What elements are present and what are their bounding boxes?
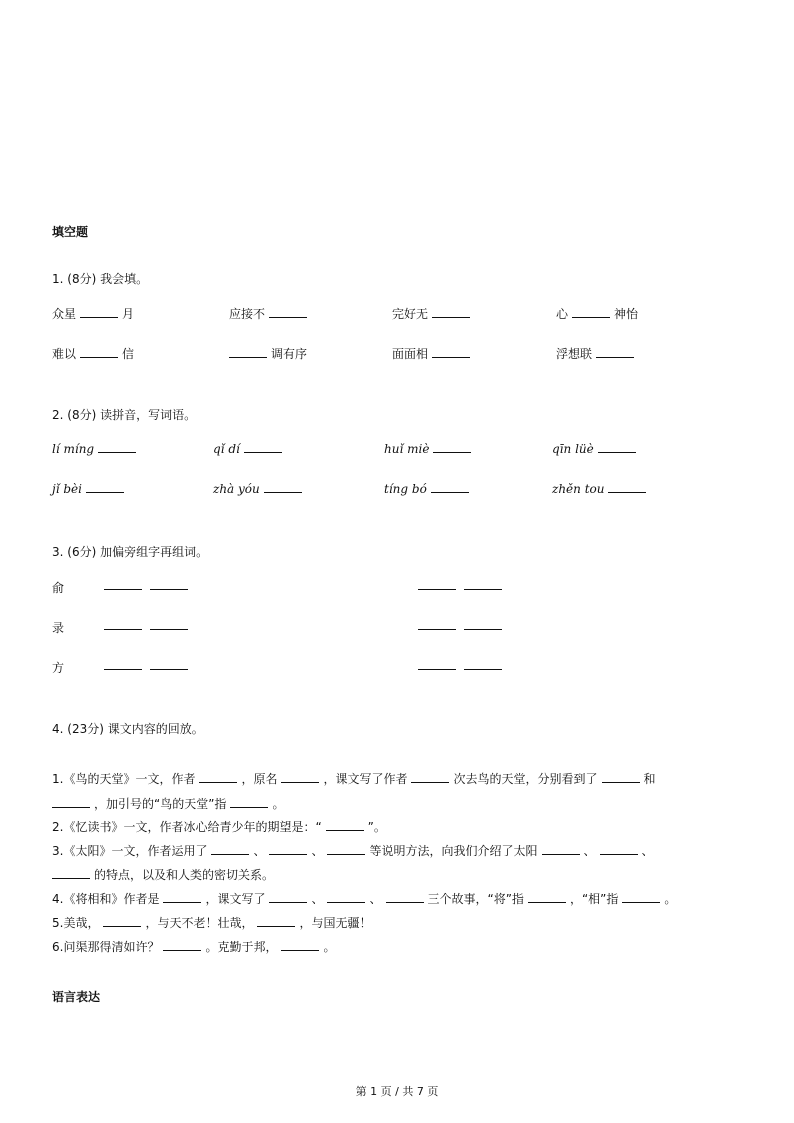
answer-blank[interactable] bbox=[418, 659, 456, 670]
answer-blank[interactable] bbox=[327, 844, 365, 855]
answer-blank[interactable] bbox=[86, 482, 124, 493]
q1-item-8 bbox=[556, 345, 638, 362]
pinyin-text: qǐ dí bbox=[213, 442, 240, 456]
q1-item-1 bbox=[52, 305, 134, 322]
q1-item-text: 难以 bbox=[52, 347, 77, 361]
q1-item-5 bbox=[52, 345, 134, 362]
answer-blank[interactable] bbox=[199, 772, 237, 783]
answer-blank[interactable] bbox=[264, 482, 302, 493]
answer-blank[interactable] bbox=[150, 579, 188, 590]
q4-text: 和 bbox=[643, 772, 656, 786]
answer-blank[interactable] bbox=[608, 482, 646, 493]
answer-blank[interactable] bbox=[52, 868, 90, 879]
q4-text: 。 bbox=[664, 892, 677, 906]
q2-item-2 bbox=[213, 442, 286, 456]
question-3-title: 3. (6分) 加偏旁组字再组词。 bbox=[52, 545, 209, 559]
q1-item-text: 月 bbox=[122, 307, 135, 321]
q4-text: ，“相”指 bbox=[569, 892, 619, 906]
answer-blank[interactable] bbox=[542, 844, 580, 855]
q1-item-3 bbox=[392, 305, 474, 322]
q1-item-text: 应接不 bbox=[229, 307, 266, 321]
q4-text: ，课文写了作者 bbox=[323, 772, 408, 786]
q4-text: ，加引号的“鸟的天堂”指 bbox=[94, 797, 227, 811]
answer-blank[interactable] bbox=[418, 619, 456, 630]
answer-blank[interactable] bbox=[229, 347, 267, 358]
answer-blank[interactable] bbox=[80, 347, 118, 358]
q4-text: 5.美哉， bbox=[52, 916, 100, 930]
answer-blank[interactable] bbox=[432, 347, 470, 358]
q3-char-3: 方 bbox=[52, 661, 65, 675]
q4-line-7 bbox=[52, 914, 371, 931]
answer-blank[interactable] bbox=[326, 820, 364, 831]
q4-text: ，课文写了 bbox=[205, 892, 266, 906]
answer-blank[interactable] bbox=[464, 619, 502, 630]
q1-item-text: 众星 bbox=[52, 307, 77, 321]
answer-blank[interactable] bbox=[104, 579, 142, 590]
q3-blanks-right-1 bbox=[414, 579, 506, 593]
answer-blank[interactable] bbox=[433, 442, 471, 453]
page-footer: 第 1 页 / 共 7 页 bbox=[355, 1085, 439, 1098]
answer-blank[interactable] bbox=[104, 619, 142, 630]
answer-blank[interactable] bbox=[269, 844, 307, 855]
q4-line-5 bbox=[52, 866, 274, 883]
q4-text: 次去鸟的天堂，分别看到了 bbox=[453, 772, 598, 786]
q4-text: 。 bbox=[272, 797, 285, 811]
q3-blanks-left-2 bbox=[100, 619, 192, 633]
answer-blank[interactable] bbox=[98, 442, 136, 453]
q4-text: ”。 bbox=[367, 820, 386, 834]
q4-line-1 bbox=[52, 770, 656, 787]
question-1-title: 1. (8分) 我会填。 bbox=[52, 272, 149, 286]
q1-item-text: 心 bbox=[556, 307, 569, 321]
q3-blanks-right-3 bbox=[414, 659, 506, 673]
pinyin-text: qīn lüè bbox=[552, 442, 594, 456]
answer-blank[interactable] bbox=[269, 892, 307, 903]
q3-char-2: 录 bbox=[52, 621, 65, 635]
section-title-fill-blank: 填空题 bbox=[52, 225, 89, 239]
answer-blank[interactable] bbox=[281, 940, 319, 951]
pinyin-text: jǐ bèi bbox=[52, 482, 82, 496]
q4-text: 的特点，以及和人类的密切关系。 bbox=[94, 868, 275, 882]
q4-text: 。 bbox=[323, 940, 336, 954]
pinyin-text: lí míng bbox=[52, 442, 95, 456]
q4-text: 、 bbox=[311, 892, 324, 906]
q4-text: 4.《将相和》作者是 bbox=[52, 892, 160, 906]
answer-blank[interactable] bbox=[572, 307, 610, 318]
answer-blank[interactable] bbox=[244, 442, 282, 453]
q3-blanks-left-1 bbox=[100, 579, 192, 593]
section-title-language-expression: 语言表达 bbox=[52, 990, 101, 1004]
answer-blank[interactable] bbox=[418, 579, 456, 590]
q1-item-6 bbox=[225, 345, 307, 362]
q4-text: 3.《太阳》一文，作者运用了 bbox=[52, 844, 208, 858]
q2-item-1 bbox=[52, 442, 140, 456]
q4-text: 、 bbox=[311, 844, 324, 858]
q2-item-4 bbox=[552, 442, 640, 456]
q4-text: 、 bbox=[641, 844, 654, 858]
answer-blank[interactable] bbox=[432, 307, 470, 318]
answer-blank[interactable] bbox=[230, 797, 268, 808]
q2-item-8 bbox=[552, 482, 650, 496]
pinyin-text: tíng bó bbox=[384, 482, 427, 496]
answer-blank[interactable] bbox=[464, 579, 502, 590]
q2-item-5 bbox=[52, 482, 128, 496]
q4-text: 6.问渠那得清如许？ bbox=[52, 940, 160, 954]
q1-item-2 bbox=[229, 305, 311, 322]
answer-blank[interactable] bbox=[257, 916, 295, 927]
answer-blank[interactable] bbox=[281, 772, 319, 783]
q4-line-8 bbox=[52, 938, 335, 955]
answer-blank[interactable] bbox=[464, 659, 502, 670]
q4-text: 等说明方法，向我们介绍了太阳 bbox=[369, 844, 538, 858]
question-2-title: 2. (8分) 读拼音，写词语。 bbox=[52, 408, 197, 422]
answer-blank[interactable] bbox=[411, 772, 449, 783]
q1-item-text: 信 bbox=[122, 347, 135, 361]
q4-line-4 bbox=[52, 842, 654, 859]
answer-blank[interactable] bbox=[431, 482, 469, 493]
q2-item-6 bbox=[213, 482, 306, 496]
q4-text: ，与国无疆！ bbox=[299, 916, 372, 930]
q4-text: 三个故事，“将”指 bbox=[427, 892, 524, 906]
answer-blank[interactable] bbox=[269, 307, 307, 318]
question-4-title: 4. (23分) 课文内容的回放。 bbox=[52, 722, 204, 736]
q4-line-3 bbox=[52, 818, 386, 835]
q1-item-7 bbox=[392, 345, 474, 362]
answer-blank[interactable] bbox=[52, 797, 90, 808]
answer-blank[interactable] bbox=[150, 659, 188, 670]
q1-item-text: 神怡 bbox=[614, 307, 639, 321]
answer-blank[interactable] bbox=[327, 892, 365, 903]
q4-line-6 bbox=[52, 890, 676, 907]
q1-item-text: 面面相 bbox=[392, 347, 429, 361]
answer-blank[interactable] bbox=[386, 892, 424, 903]
answer-blank[interactable] bbox=[80, 307, 118, 318]
answer-blank[interactable] bbox=[103, 916, 141, 927]
answer-blank[interactable] bbox=[602, 772, 640, 783]
answer-blank[interactable] bbox=[622, 892, 660, 903]
q4-text: 2.《忆读书》一文，作者冰心给青少年的期望是：“ bbox=[52, 820, 322, 834]
q1-item-text: 浮想联 bbox=[556, 347, 593, 361]
q3-char-1: 俞 bbox=[52, 581, 65, 595]
q4-text: 、 bbox=[369, 892, 382, 906]
pinyin-text: huǐ miè bbox=[384, 442, 430, 456]
q1-item-text: 完好无 bbox=[392, 307, 429, 321]
answer-blank[interactable] bbox=[211, 844, 249, 855]
pinyin-text: zhà yóu bbox=[213, 482, 260, 496]
answer-blank[interactable] bbox=[598, 442, 636, 453]
q4-text: 、 bbox=[583, 844, 596, 858]
answer-blank[interactable] bbox=[150, 619, 188, 630]
answer-blank[interactable] bbox=[163, 940, 201, 951]
answer-blank[interactable] bbox=[104, 659, 142, 670]
q4-text: ，原名 bbox=[241, 772, 278, 786]
pinyin-text: zhěn tou bbox=[552, 482, 605, 496]
q4-line-2 bbox=[52, 795, 284, 812]
q1-item-4 bbox=[556, 305, 638, 322]
q4-text: 1.《鸟的天堂》一文，作者 bbox=[52, 772, 196, 786]
q1-item-text: 调有序 bbox=[271, 347, 308, 361]
answer-blank[interactable] bbox=[528, 892, 566, 903]
q2-item-7 bbox=[384, 482, 473, 496]
q2-item-3 bbox=[384, 442, 475, 456]
answer-blank[interactable] bbox=[600, 844, 638, 855]
q4-text: ，与天不老！壮哉， bbox=[145, 916, 254, 930]
q3-blanks-left-3 bbox=[100, 659, 192, 673]
q4-text: 。克勤于邦， bbox=[205, 940, 278, 954]
q4-text: 、 bbox=[253, 844, 266, 858]
answer-blank[interactable] bbox=[163, 892, 201, 903]
answer-blank[interactable] bbox=[596, 347, 634, 358]
q3-blanks-right-2 bbox=[414, 619, 506, 633]
